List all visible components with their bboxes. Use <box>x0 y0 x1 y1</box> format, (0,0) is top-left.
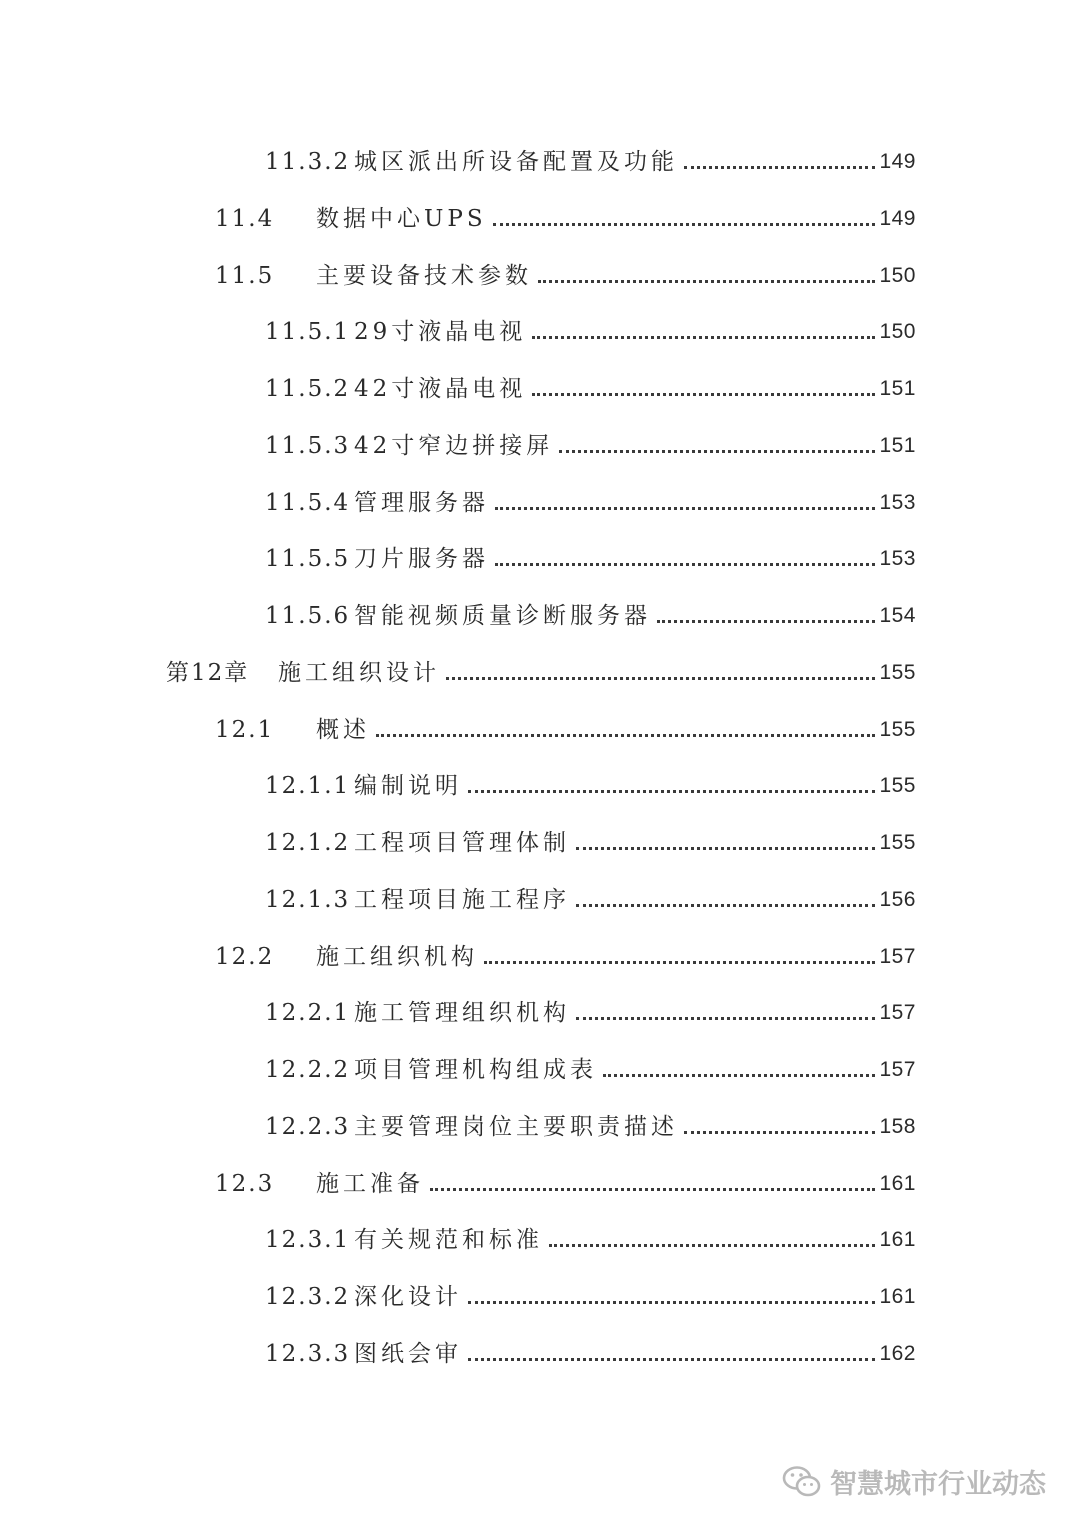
toc-dot-leader <box>493 223 876 226</box>
toc-entry[interactable] <box>265 306 916 346</box>
toc-entry-number: 12.3 <box>215 1170 275 1197</box>
toc-entry-number: 12.2 <box>215 943 275 970</box>
toc-entry[interactable] <box>265 1328 916 1368</box>
watermark-text: 智慧城市行业动态 <box>830 1469 1046 1500</box>
toc-entry-number: 12.1.3 <box>265 886 351 913</box>
toc-entry[interactable] <box>265 987 916 1027</box>
toc-dot-leader <box>495 507 875 510</box>
toc-entry-page-number: 161 <box>879 1228 916 1252</box>
toc-entry[interactable] <box>265 477 916 517</box>
toc-entry[interactable] <box>265 363 916 403</box>
toc-entry-title: 刀片服务器 <box>354 546 489 573</box>
toc-entry-page-number: 150 <box>879 320 916 344</box>
toc-entry[interactable] <box>215 1158 916 1198</box>
toc-entry-title: 施工组织机构 <box>316 943 478 970</box>
toc-entry[interactable] <box>265 1101 916 1141</box>
toc-entry-number: 11.5.1 <box>265 319 351 346</box>
toc-entry-number: 11.5 <box>215 262 275 289</box>
toc-entry-number: 12.2.1 <box>265 1000 351 1027</box>
toc-entry-page-number: 155 <box>879 717 916 741</box>
toc-entry-number: 12.3.1 <box>265 1227 351 1254</box>
toc-entry-title: 城区派出所设备配置及功能 <box>354 149 678 175</box>
toc-entry-number: 11.4 <box>215 205 275 232</box>
toc-entry-number: 11.5.5 <box>265 546 351 573</box>
toc-entry-number: 12.1 <box>215 716 275 743</box>
toc-dot-leader <box>657 620 875 623</box>
toc-entry-number: 12.3.2 <box>265 1284 351 1310</box>
toc-entry-number: 12.1.2 <box>265 830 351 856</box>
toc-entry-page-number: 155 <box>879 774 916 798</box>
toc-entry-number: 11.5.6 <box>265 603 351 629</box>
toc-entry[interactable] <box>265 1214 916 1254</box>
toc-entry-title: 编制说明 <box>354 773 462 800</box>
toc-dot-leader <box>468 1301 875 1304</box>
toc-entry-number: 11.5.3 <box>265 432 351 459</box>
toc-dot-leader <box>576 1017 875 1020</box>
toc-entry[interactable] <box>265 420 916 460</box>
toc-entry-number: 12.2.3 <box>265 1113 351 1140</box>
toc-entry[interactable] <box>265 1044 916 1084</box>
toc-dot-leader <box>430 1188 875 1191</box>
toc-entry-title: 施工管理组织机构 <box>354 1000 570 1027</box>
toc-entry-page-number: 158 <box>879 1114 916 1138</box>
toc-entry-title: 主要管理岗位主要职责描述 <box>354 1113 678 1140</box>
toc-entry-page-number: 162 <box>879 1341 916 1365</box>
toc-entry-number: 12.3.3 <box>265 1340 351 1367</box>
toc-entry-title: 工程项目施工程序 <box>354 886 570 913</box>
toc-entry-number: 12.2.2 <box>265 1057 351 1083</box>
toc-entry-number: 第12章 <box>166 659 250 686</box>
toc-entry-number: 11.5.4 <box>265 489 351 516</box>
toc-entry-page-number: 155 <box>879 831 916 854</box>
toc-entry-title: 智能视频质量诊断服务器 <box>354 603 651 629</box>
toc-dot-leader <box>532 393 875 396</box>
toc-entry-page-number: 161 <box>879 1285 916 1308</box>
toc-entry-title: 42寸窄边拼接屏 <box>354 432 554 459</box>
toc-entry[interactable] <box>265 760 916 800</box>
toc-entry-page-number: 151 <box>879 377 916 400</box>
toc-entry-title: 概述 <box>316 716 370 743</box>
toc-dot-leader <box>376 734 875 737</box>
toc-entry-page-number: 157 <box>879 944 916 968</box>
toc-entry-number: 11.3.2 <box>265 149 351 175</box>
toc-entry-title: 管理服务器 <box>354 489 489 516</box>
toc-entry-page-number: 154 <box>879 604 916 627</box>
toc-entry-page-number: 155 <box>879 660 916 684</box>
toc-entry-page-number: 150 <box>879 263 916 287</box>
toc-entry[interactable] <box>265 590 916 630</box>
toc-entry[interactable] <box>265 874 916 914</box>
toc-entry[interactable] <box>215 250 916 290</box>
toc-entry[interactable] <box>166 647 916 687</box>
toc-dot-leader <box>468 790 875 793</box>
toc-entry-page-number: 149 <box>879 206 916 230</box>
toc-entry-title: 工程项目管理体制 <box>354 830 570 856</box>
toc-entry[interactable] <box>265 533 916 573</box>
wechat-icon <box>782 1465 822 1499</box>
toc-entry-title: 施工组织设计 <box>278 659 440 686</box>
toc-dot-leader <box>495 563 875 566</box>
toc-entry-page-number: 157 <box>879 1058 916 1081</box>
toc-entry-page-number: 157 <box>879 1001 916 1025</box>
toc-entry-title: 数据中心UPS <box>316 205 487 232</box>
toc-entry[interactable] <box>265 817 916 857</box>
toc-dot-leader <box>468 1358 875 1361</box>
toc-dot-leader <box>532 336 875 339</box>
toc-entry-title: 42寸液晶电视 <box>354 376 527 402</box>
toc-entry-page-number: 149 <box>879 150 916 173</box>
toc-dot-leader <box>538 280 875 283</box>
toc-entry-title: 图纸会审 <box>354 1340 462 1367</box>
toc-dot-leader <box>576 904 875 907</box>
toc-entry-page-number: 151 <box>879 433 916 457</box>
toc-entry-title: 施工准备 <box>316 1170 424 1197</box>
toc-entry[interactable] <box>265 136 916 176</box>
toc-entry-title: 29寸液晶电视 <box>354 319 527 346</box>
toc-entry-title: 有关规范和标准 <box>354 1227 543 1254</box>
toc-entry[interactable] <box>215 931 916 971</box>
toc-dot-leader <box>684 1131 875 1134</box>
toc-entry-page-number: 156 <box>879 887 916 911</box>
toc-entry-page-number: 161 <box>879 1171 916 1195</box>
toc-dot-leader <box>446 677 875 680</box>
toc-entry-page-number: 153 <box>879 547 916 571</box>
toc-dot-leader <box>684 166 875 169</box>
toc-dot-leader <box>559 450 875 453</box>
toc-entry[interactable] <box>215 193 916 233</box>
toc-entry-title: 深化设计 <box>354 1284 462 1310</box>
watermark <box>782 1462 1046 1501</box>
toc-dot-leader <box>484 961 875 964</box>
toc-entry-page-number: 153 <box>879 490 916 514</box>
toc-entry-title: 项目管理机构组成表 <box>354 1057 597 1083</box>
toc-dot-leader <box>576 847 875 850</box>
toc-entry-number: 11.5.2 <box>265 376 351 402</box>
toc-dot-leader <box>549 1244 875 1247</box>
toc-entry[interactable] <box>215 704 916 744</box>
toc-entry-title: 主要设备技术参数 <box>316 262 532 289</box>
toc-entry[interactable] <box>265 1271 916 1311</box>
toc-dot-leader <box>603 1074 875 1077</box>
toc-entry-number: 12.1.1 <box>265 773 351 800</box>
